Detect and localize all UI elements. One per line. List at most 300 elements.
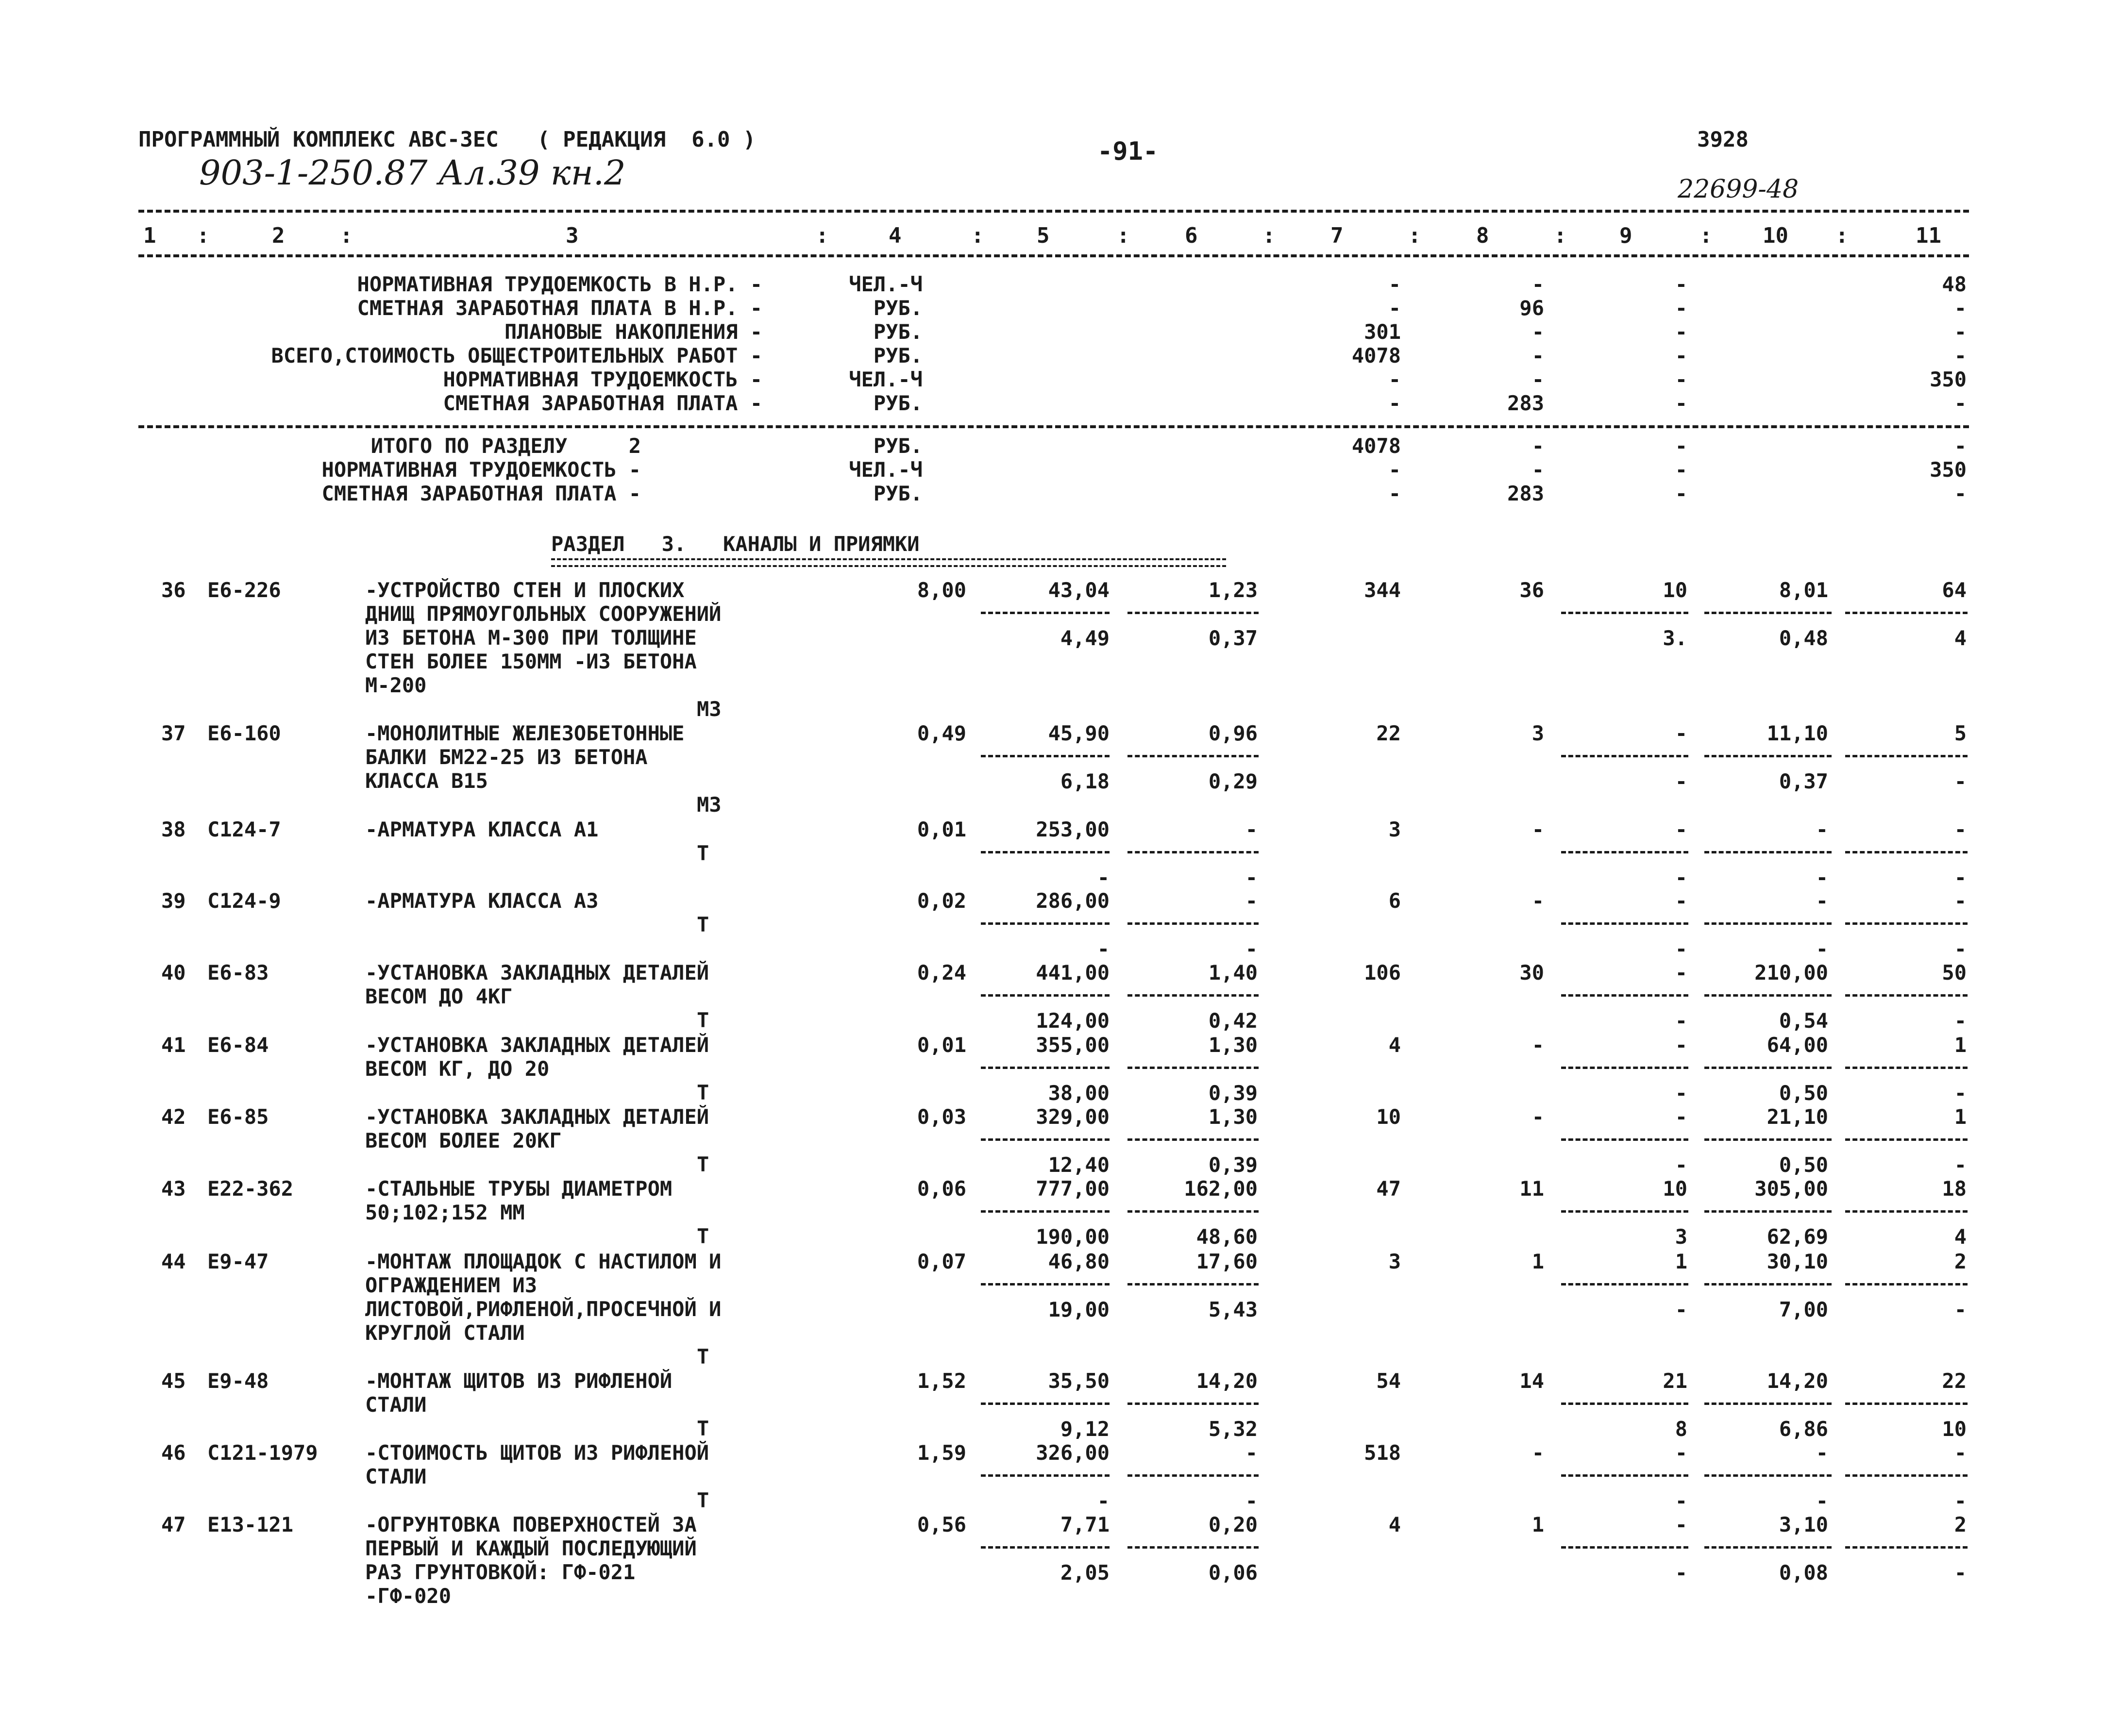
item-cell-c8: - [1531, 1033, 1544, 1057]
item-cell-c6-secondary: 0,29 [1208, 769, 1258, 793]
item-unit: Т [697, 1152, 709, 1176]
summary-cell-c11: - [1954, 296, 1967, 320]
item-cell-c9-secondary: - [1675, 1081, 1687, 1105]
cell-divider-line [1704, 1402, 1832, 1405]
column-separator: : [816, 223, 829, 248]
item-number: 37 [161, 721, 186, 745]
column-separator: : [340, 223, 353, 248]
item-cell-c11-secondary: 4 [1954, 626, 1967, 650]
item-description-line: ДНИЩ ПРЯМОУГОЛЬНЫХ СООРУЖЕНИЙ [365, 602, 722, 626]
summary-cell-c7: - [1388, 296, 1401, 320]
item-cell-c4: 0,01 [917, 1033, 966, 1057]
summary-cell-c9: - [1675, 367, 1687, 391]
column-number: 11 [1916, 223, 1941, 248]
summary-cell-c7: - [1388, 272, 1401, 296]
summary-cell-c11: - [1954, 434, 1967, 458]
item-cell-c6: 17,60 [1196, 1250, 1258, 1273]
item-description-line: ОГРАЖДЕНИЕМ ИЗ [365, 1273, 538, 1297]
cell-divider-line [1561, 1546, 1688, 1549]
item-cell-c11: 5 [1954, 721, 1967, 745]
item-cell-c4: 1,52 [917, 1369, 966, 1393]
cell-divider-line [1127, 1402, 1259, 1405]
item-cell-c5: 45,90 [1048, 721, 1110, 745]
item-cell-c5: 35,50 [1048, 1369, 1110, 1393]
cell-divider-line [981, 1474, 1110, 1477]
item-cell-c7: 47 [1376, 1177, 1401, 1201]
cell-divider-line [1845, 1474, 1968, 1477]
item-cell-c6: 1,23 [1208, 578, 1258, 602]
cell-divider-line [1704, 851, 1832, 853]
item-cell-c8: - [1531, 818, 1544, 841]
item-cell-c5: 253,00 [1036, 818, 1110, 841]
item-cell-c11: 64 [1942, 578, 1967, 602]
item-description-line: -СТОИМОСТЬ ЩИТОВ ИЗ РИФЛЕНОЙ [365, 1441, 709, 1465]
item-description-line: ИЗ БЕТОНА М-300 ПРИ ТОЛЩИНЕ [365, 626, 697, 650]
column-number: 8 [1476, 223, 1489, 248]
cell-divider-line [981, 1138, 1110, 1141]
cell-divider-line [1127, 1210, 1259, 1213]
item-number: 38 [161, 818, 186, 841]
item-cell-c5-secondary: 190,00 [1036, 1225, 1110, 1249]
item-cell-c10: - [1816, 889, 1828, 913]
item-cell-c7: 22 [1376, 721, 1401, 745]
item-cell-c11: 50 [1942, 961, 1967, 985]
item-cell-c10: - [1816, 818, 1828, 841]
item-cell-c6-secondary: 0,06 [1208, 1561, 1258, 1585]
item-cell-c6-secondary: 0,39 [1208, 1153, 1258, 1177]
item-cell-c10: 30,10 [1767, 1250, 1828, 1273]
item-cell-c10: 3,10 [1779, 1513, 1828, 1536]
item-cell-c11: - [1954, 818, 1967, 841]
summary-label: ВСЕГО,СТОИМОСТЬ ОБЩЕСТРОИТЕЛЬНЫХ РАБОТ - [271, 344, 762, 367]
item-cell-c4: 0,02 [917, 889, 966, 913]
item-cell-c9-secondary: - [1675, 1153, 1687, 1177]
item-cell-c11-secondary: - [1954, 866, 1967, 889]
item-description-line: -УСТАНОВКА ЗАКЛАДНЫХ ДЕТАЛЕЙ [365, 961, 709, 985]
item-code: Е6-226 [207, 578, 281, 602]
item-cell-c4: 0,06 [917, 1177, 966, 1201]
summary-label: СМЕТНАЯ ЗАРАБОТНАЯ ПЛАТА В Н.Р. - [357, 296, 762, 320]
item-cell-c8: - [1531, 1441, 1544, 1465]
item-description-line: -МОНТАЖ ПЛОЩАДОК С НАСТИЛОМ И [365, 1250, 722, 1273]
summary-cell-c9: - [1675, 434, 1687, 458]
item-cell-c6-secondary: - [1245, 866, 1258, 889]
item-cell-c10-secondary: - [1816, 937, 1828, 961]
cell-divider-line [1127, 1474, 1259, 1477]
item-cell-c11: 1 [1954, 1033, 1967, 1057]
item-cell-c9: 21 [1663, 1369, 1687, 1393]
item-cell-c6: 0,96 [1208, 721, 1258, 745]
cell-divider-line [1561, 1138, 1688, 1141]
item-cell-c7: 4 [1388, 1033, 1401, 1057]
item-description-line: КЛАССА В15 [365, 769, 488, 793]
summary-label: ИТОГО ПО РАЗДЕЛУ 2 [370, 434, 641, 458]
item-cell-c6-secondary: 5,32 [1208, 1417, 1258, 1441]
cell-divider-line [1127, 612, 1259, 614]
cell-divider-line [1127, 922, 1259, 925]
item-cell-c6: 14,20 [1196, 1369, 1258, 1393]
item-unit: Т [697, 1417, 709, 1440]
item-cell-c10-secondary: 0,08 [1779, 1561, 1828, 1585]
item-cell-c9-secondary: - [1675, 1298, 1687, 1321]
item-cell-c10: 14,20 [1767, 1369, 1828, 1393]
column-separator: : [1699, 223, 1713, 248]
item-number: 42 [161, 1105, 186, 1129]
summary-cell-c11: 350 [1930, 367, 1967, 391]
summary-cell-c8: - [1531, 320, 1544, 344]
item-unit: Т [697, 841, 709, 865]
item-cell-c9: - [1675, 1513, 1687, 1536]
item-cell-c6-secondary: 5,43 [1208, 1298, 1258, 1321]
column-separator: : [971, 223, 984, 248]
summary-cell-c9: - [1675, 482, 1687, 505]
item-cell-c10: 21,10 [1767, 1105, 1828, 1129]
item-unit: Т [697, 1345, 709, 1369]
item-cell-c7: 54 [1376, 1369, 1401, 1393]
cell-divider-line [1704, 1210, 1832, 1213]
summary-unit: РУБ. [873, 320, 923, 344]
item-cell-c5-secondary: 38,00 [1048, 1081, 1110, 1105]
item-number: 47 [161, 1513, 186, 1536]
column-number: 5 [1037, 223, 1050, 248]
summary-cell-c11: - [1954, 482, 1967, 505]
item-cell-c5-secondary: 19,00 [1048, 1298, 1110, 1321]
item-cell-c5-secondary: 124,00 [1036, 1009, 1110, 1033]
item-number: 36 [161, 578, 186, 602]
item-cell-c11-secondary: - [1954, 937, 1967, 961]
cell-divider-line [1561, 755, 1688, 757]
cell-divider-line [1845, 1546, 1968, 1549]
item-description-line: ВЕСОМ КГ, ДО 20 [365, 1057, 550, 1081]
summary-unit: РУБ. [873, 296, 923, 320]
summary-cell-c8: - [1531, 344, 1544, 367]
item-cell-c9: - [1675, 1033, 1687, 1057]
item-unit: Т [697, 913, 709, 936]
item-number: 39 [161, 889, 186, 913]
cell-divider-line [1845, 755, 1968, 757]
cell-divider-line [1127, 1138, 1259, 1141]
cell-divider-line [1561, 1402, 1688, 1405]
item-cell-c5-secondary: 4,49 [1060, 626, 1110, 650]
summary-rule [138, 425, 1969, 428]
cell-divider-line [1561, 612, 1688, 614]
program-header: ПРОГРАММНЫЙ КОМПЛЕКС АВС-ЗЕС ( РЕДАКЦИЯ 6.0 ) [138, 127, 756, 152]
item-description-line: -УСТРОЙСТВО СТЕН И ПЛОСКИХ [365, 578, 685, 602]
item-description-line: КРУГЛОЙ СТАЛИ [365, 1321, 525, 1345]
item-cell-c11-secondary: 4 [1954, 1225, 1967, 1249]
column-number: 10 [1763, 223, 1788, 248]
summary-cell-c9: - [1675, 344, 1687, 367]
item-number: 45 [161, 1369, 186, 1393]
item-description-line: М-200 [365, 673, 427, 697]
item-cell-c11: 2 [1954, 1513, 1967, 1536]
item-cell-c9-secondary: 3. [1663, 626, 1687, 650]
item-code: Е13-121 [207, 1513, 294, 1536]
item-cell-c6-secondary: 0,42 [1208, 1009, 1258, 1033]
summary-unit: РУБ. [873, 344, 923, 367]
item-cell-c6-secondary: - [1245, 1489, 1258, 1513]
cell-divider-line [1845, 851, 1968, 853]
item-cell-c8: 11 [1519, 1177, 1544, 1201]
item-cell-c5-secondary: 9,12 [1060, 1417, 1110, 1441]
item-cell-c9-secondary: - [1675, 1561, 1687, 1585]
item-unit: Т [697, 1081, 709, 1104]
cell-divider-line [981, 994, 1110, 997]
item-description-line: -УСТАНОВКА ЗАКЛАДНЫХ ДЕТАЛЕЙ [365, 1105, 709, 1129]
item-description-line: -УСТАНОВКА ЗАКЛАДНЫХ ДЕТАЛЕЙ [365, 1033, 709, 1057]
item-cell-c6: - [1245, 889, 1258, 913]
item-cell-c11-secondary: - [1954, 1009, 1967, 1033]
cell-divider-line [981, 1402, 1110, 1405]
item-cell-c10-secondary: 7,00 [1779, 1298, 1828, 1321]
cell-divider-line [1845, 1283, 1968, 1285]
cell-divider-line [1704, 1067, 1832, 1069]
summary-cell-c7: 4078 [1351, 434, 1401, 458]
column-number: 1 [143, 223, 156, 248]
item-cell-c4: 0,01 [917, 818, 966, 841]
item-description-line: 50;102;152 ММ [365, 1201, 525, 1224]
cell-divider-line [1845, 612, 1968, 614]
item-cell-c5-secondary: 2,05 [1060, 1561, 1110, 1585]
item-description-line: РАЗ ГРУНТОВКОЙ: ГФ-021 [365, 1560, 636, 1584]
item-description-line: ПЕРВЫЙ И КАЖДЫЙ ПОСЛЕДУЮЩИЙ [365, 1536, 697, 1560]
item-cell-c10: 210,00 [1754, 961, 1828, 985]
summary-cell-c7: - [1388, 458, 1401, 482]
item-cell-c4: 0,24 [917, 961, 966, 985]
header-rule-top [138, 210, 1969, 213]
item-cell-c7: 106 [1364, 961, 1401, 985]
item-cell-c6-secondary: 0,37 [1208, 626, 1258, 650]
item-cell-c9-secondary: 3 [1675, 1225, 1687, 1249]
item-cell-c11-secondary: 10 [1942, 1417, 1967, 1441]
summary-cell-c8: 96 [1519, 296, 1544, 320]
item-code: С121-1979 [207, 1441, 318, 1465]
item-cell-c9: 1 [1675, 1250, 1687, 1273]
summary-cell-c9: - [1675, 272, 1687, 296]
column-number: 3 [566, 223, 579, 248]
cell-divider-line [1704, 1138, 1832, 1141]
summary-cell-c9: - [1675, 458, 1687, 482]
item-cell-c5: 329,00 [1036, 1105, 1110, 1129]
page-number: -91- [1097, 137, 1159, 166]
item-cell-c5: 326,00 [1036, 1441, 1110, 1465]
item-cell-c6: - [1245, 818, 1258, 841]
item-cell-c11: 18 [1942, 1177, 1967, 1201]
item-cell-c7: 518 [1364, 1441, 1401, 1465]
item-description-line: ВЕСОМ ДО 4КГ [365, 985, 513, 1008]
cell-divider-line [1561, 994, 1688, 997]
item-cell-c8: 14 [1519, 1369, 1544, 1393]
cell-divider-line [1127, 851, 1259, 853]
item-description-line: -СТАЛЬНЫЕ ТРУБЫ ДИАМЕТРОМ [365, 1177, 673, 1201]
item-cell-c7: 3 [1388, 818, 1401, 841]
item-code: С124-9 [207, 889, 281, 913]
cell-divider-line [1845, 994, 1968, 997]
item-cell-c6: 162,00 [1184, 1177, 1258, 1201]
item-cell-c8: 1 [1531, 1250, 1544, 1273]
item-cell-c5: 355,00 [1036, 1033, 1110, 1057]
column-number: 2 [272, 223, 285, 248]
item-cell-c11-secondary: - [1954, 769, 1967, 793]
cell-divider-line [1704, 755, 1832, 757]
item-cell-c6: 1,40 [1208, 961, 1258, 985]
item-cell-c9-secondary: - [1675, 866, 1687, 889]
item-code: Е6-83 [207, 961, 269, 985]
summary-cell-c11: - [1954, 391, 1967, 415]
item-cell-c4: 0,03 [917, 1105, 966, 1129]
summary-cell-c9: - [1675, 296, 1687, 320]
item-unit: М3 [697, 697, 722, 721]
summary-cell-c7: - [1388, 482, 1401, 505]
column-separator: : [1262, 223, 1276, 248]
item-cell-c4: 0,49 [917, 721, 966, 745]
item-cell-c8: 1 [1531, 1513, 1544, 1536]
cell-divider-line [1127, 1067, 1259, 1069]
handwritten-doc-code: 903-1-250.87 Ал.39 кн.2 [199, 153, 626, 193]
item-cell-c9: - [1675, 961, 1687, 985]
item-cell-c10-secondary: 6,86 [1779, 1417, 1828, 1441]
item-cell-c5: 7,71 [1060, 1513, 1110, 1536]
item-cell-c11-secondary: - [1954, 1081, 1967, 1105]
column-separator: : [1554, 223, 1567, 248]
item-unit: Т [697, 1224, 709, 1248]
cell-divider-line [981, 1067, 1110, 1069]
summary-cell-c8: - [1531, 272, 1544, 296]
item-cell-c10-secondary: 0,37 [1779, 769, 1828, 793]
summary-label: СМЕТНАЯ ЗАРАБОТНАЯ ПЛАТА - [443, 391, 762, 415]
item-cell-c5-secondary: - [1097, 937, 1110, 961]
item-cell-c10: 8,01 [1779, 578, 1828, 602]
cell-divider-line [1704, 1546, 1832, 1549]
column-number: 7 [1330, 223, 1344, 248]
item-cell-c5: 777,00 [1036, 1177, 1110, 1201]
item-code: Е6-84 [207, 1033, 269, 1057]
cell-divider-line [981, 922, 1110, 925]
item-cell-c9: - [1675, 1105, 1687, 1129]
item-cell-c10-secondary: - [1816, 1489, 1828, 1513]
item-cell-c11-secondary: - [1954, 1561, 1967, 1585]
item-number: 41 [161, 1033, 186, 1057]
handwritten-archive-number: 22699-48 [1678, 175, 1799, 204]
item-description-line: ЛИСТОВОЙ,РИФЛЕНОЙ,ПРОСЕЧНОЙ И [365, 1297, 722, 1321]
item-cell-c11-secondary: - [1954, 1298, 1967, 1321]
item-description-line: -АРМАТУРА КЛАССА А1 [365, 818, 599, 841]
item-cell-c4: 0,56 [917, 1513, 966, 1536]
section-title-underline [551, 558, 1226, 567]
item-description-line: СТЕН БОЛЕЕ 150ММ -ИЗ БЕТОНА [365, 650, 697, 673]
item-code: Е6-160 [207, 721, 281, 745]
item-unit: М3 [697, 793, 722, 817]
item-cell-c9-secondary: - [1675, 937, 1687, 961]
summary-cell-c7: 4078 [1351, 344, 1401, 367]
summary-cell-c11: - [1954, 320, 1967, 344]
item-cell-c7: 10 [1376, 1105, 1401, 1129]
item-cell-c10: 305,00 [1754, 1177, 1828, 1201]
summary-label: ПЛАНОВЫЕ НАКОПЛЕНИЯ - [504, 320, 762, 344]
cell-divider-line [981, 612, 1110, 614]
column-separator: : [1835, 223, 1849, 248]
item-cell-c10-secondary: 0,50 [1779, 1153, 1828, 1177]
item-description-line: -МОНТАЖ ЩИТОВ ИЗ РИФЛЕНОЙ [365, 1369, 673, 1393]
column-number: 9 [1619, 223, 1632, 248]
header-rule-bottom [138, 254, 1969, 257]
item-cell-c7: 344 [1364, 578, 1401, 602]
item-unit: Т [697, 1008, 709, 1032]
item-cell-c10: 11,10 [1767, 721, 1828, 745]
cell-divider-line [1845, 1067, 1968, 1069]
item-cell-c9-secondary: - [1675, 1009, 1687, 1033]
item-cell-c11: 22 [1942, 1369, 1967, 1393]
item-cell-c6: 1,30 [1208, 1105, 1258, 1129]
item-cell-c9-secondary: - [1675, 769, 1687, 793]
item-cell-c8: - [1531, 1105, 1544, 1129]
item-cell-c6: 1,30 [1208, 1033, 1258, 1057]
item-number: 44 [161, 1250, 186, 1273]
cell-divider-line [1127, 1283, 1259, 1285]
item-cell-c10-secondary: 0,54 [1779, 1009, 1828, 1033]
item-cell-c10-secondary: 0,50 [1779, 1081, 1828, 1105]
cell-divider-line [1845, 1210, 1968, 1213]
item-cell-c9-secondary: - [1675, 1489, 1687, 1513]
summary-unit: РУБ. [873, 482, 923, 505]
section-title: РАЗДЕЛ 3. КАНАЛЫ И ПРИЯМКИ [551, 532, 920, 556]
summary-label: НОРМАТИВНАЯ ТРУДОЕМКОСТЬ В Н.Р. - [357, 272, 762, 296]
item-cell-c5: 46,80 [1048, 1250, 1110, 1273]
item-cell-c9: 10 [1663, 578, 1687, 602]
item-cell-c11: 1 [1954, 1105, 1967, 1129]
summary-unit: РУБ. [873, 434, 923, 458]
summary-label: НОРМАТИВНАЯ ТРУДОЕМКОСТЬ - [321, 458, 641, 482]
cell-divider-line [981, 1210, 1110, 1213]
summary-cell-c7: - [1388, 391, 1401, 415]
item-code: Е9-47 [207, 1250, 269, 1273]
item-code: С124-7 [207, 818, 281, 841]
item-cell-c9: 10 [1663, 1177, 1687, 1201]
summary-label: НОРМАТИВНАЯ ТРУДОЕМКОСТЬ - [443, 367, 762, 391]
summary-unit: ЧЕЛ.-Ч [849, 458, 923, 482]
item-cell-c5-secondary: - [1097, 866, 1110, 889]
item-cell-c7: 6 [1388, 889, 1401, 913]
item-cell-c10-secondary: 0,48 [1779, 626, 1828, 650]
cell-divider-line [1127, 994, 1259, 997]
item-code: Е9-48 [207, 1369, 269, 1393]
item-cell-c6-secondary: 48,60 [1196, 1225, 1258, 1249]
item-cell-c4: 1,59 [917, 1441, 966, 1465]
item-description-line: -МОНОЛИТНЫЕ ЖЕЛЕЗОБЕТОННЫЕ [365, 721, 685, 745]
summary-cell-c9: - [1675, 320, 1687, 344]
item-cell-c11-secondary: - [1954, 1489, 1967, 1513]
item-cell-c9: - [1675, 1441, 1687, 1465]
item-cell-c6: 0,20 [1208, 1513, 1258, 1536]
summary-cell-c9: - [1675, 391, 1687, 415]
column-separator: : [197, 223, 210, 248]
item-number: 43 [161, 1177, 186, 1201]
item-cell-c5-secondary: 6,18 [1060, 769, 1110, 793]
item-description-line: -ОГРУНТОВКА ПОВЕРХНОСТЕЙ ЗА [365, 1513, 697, 1536]
item-description-line: -АРМАТУРА КЛАССА А3 [365, 889, 599, 913]
cell-divider-line [1845, 1138, 1968, 1141]
item-cell-c11-secondary: - [1954, 1153, 1967, 1177]
cell-divider-line [1561, 1283, 1688, 1285]
doc-code-right: 3928 [1697, 127, 1749, 152]
cell-divider-line [981, 755, 1110, 757]
item-cell-c10-secondary: 62,69 [1767, 1225, 1828, 1249]
cell-divider-line [981, 1283, 1110, 1285]
summary-cell-c11: 48 [1942, 272, 1967, 296]
summary-cell-c8: 283 [1507, 482, 1544, 505]
item-cell-c8: 36 [1519, 578, 1544, 602]
summary-cell-c11: 350 [1930, 458, 1967, 482]
